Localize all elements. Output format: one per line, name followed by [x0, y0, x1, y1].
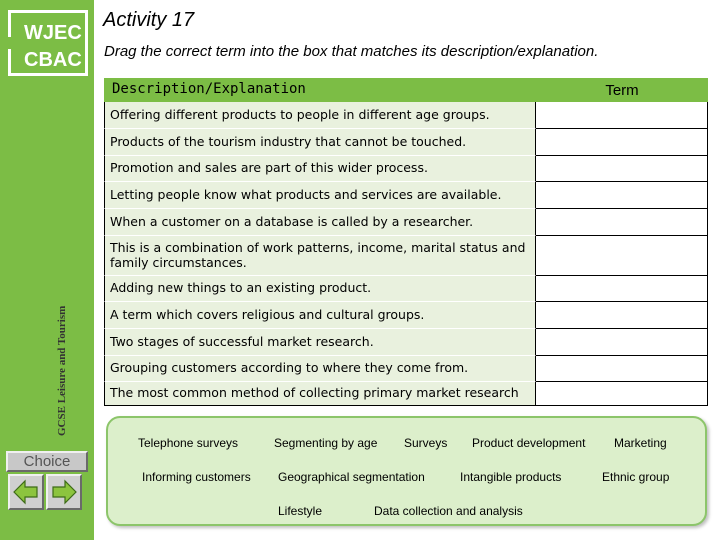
table-row — [104, 102, 708, 129]
term-drop-zone[interactable] — [536, 329, 708, 356]
description-cell: A term which covers religious and cultural groups. — [104, 302, 536, 329]
term-chip[interactable]: Segmenting by age — [274, 436, 378, 450]
matching-table — [104, 78, 708, 406]
term-chip[interactable]: Telephone surveys — [138, 436, 239, 450]
term-chip[interactable]: Data collection and analysis — [374, 504, 523, 518]
term-chip[interactable]: Marketing — [614, 436, 667, 450]
description-cell: This is a combination of work patterns, income, marital status and family circumstances. — [104, 236, 536, 276]
term-chip[interactable]: Informing customers — [142, 470, 251, 484]
term-chip[interactable]: Geographical segmentation — [278, 470, 425, 484]
description-cell: When a customer on a database is called by a researcher. — [104, 209, 536, 236]
table-row — [104, 356, 708, 382]
term-drop-zone[interactable] — [536, 276, 708, 302]
table-row — [104, 129, 708, 156]
table-row — [104, 382, 708, 406]
table-row — [104, 236, 708, 276]
column-header-term: Term — [536, 78, 708, 102]
logo-text-wjec: WJEC — [24, 22, 82, 44]
term-chip[interactable]: Ethnic group — [602, 470, 670, 484]
column-header-description: Description/Explanation — [104, 78, 536, 102]
table-row — [104, 156, 708, 182]
term-drop-zone[interactable] — [536, 102, 708, 129]
instruction-text: Drag the correct term into the box that matches its description/explanation. — [104, 43, 599, 60]
term-drop-zone[interactable] — [536, 156, 708, 182]
term-chip[interactable]: Lifestyle — [278, 504, 323, 518]
term-chip[interactable]: Intangible products — [460, 470, 562, 484]
left-arrow-icon — [12, 478, 40, 506]
previous-button[interactable] — [8, 474, 44, 510]
term-pool — [106, 416, 707, 526]
side-label: GCSE Leisure and Tourism — [56, 305, 68, 436]
term-drop-zone[interactable] — [536, 182, 708, 209]
description-cell: Grouping customers according to where they come from. — [104, 356, 536, 382]
term-chip[interactable]: Surveys — [404, 436, 448, 450]
logo-text-cbac: CBAC — [24, 49, 82, 71]
description-cell: Adding new things to an existing product. — [104, 276, 536, 302]
sidebar — [0, 0, 94, 540]
term-drop-zone[interactable] — [536, 382, 708, 406]
description-cell: Products of the tourism industry that cannot be touched. — [104, 129, 536, 156]
description-cell: Offering different products to people in different age groups. — [104, 102, 536, 129]
term-drop-zone[interactable] — [536, 209, 708, 236]
term-drop-zone[interactable] — [536, 302, 708, 329]
description-cell: The most common method of collecting primary market research — [104, 382, 536, 406]
term-drop-zone[interactable] — [536, 236, 708, 276]
wjec-cbac-logo — [8, 10, 88, 76]
table-row — [104, 276, 708, 302]
description-cell: Two stages of successful market research. — [104, 329, 536, 356]
page-title: Activity 17 — [103, 9, 195, 31]
term-chip[interactable]: Product development — [472, 436, 586, 450]
description-cell: Promotion and sales are part of this wider process. — [104, 156, 536, 182]
choice-button[interactable]: Choice — [6, 451, 88, 472]
table-row — [104, 329, 708, 356]
right-arrow-icon — [50, 478, 78, 506]
term-drop-zone[interactable] — [536, 356, 708, 382]
table-row — [104, 302, 708, 329]
table-row — [104, 209, 708, 236]
next-button[interactable] — [46, 474, 82, 510]
table-row — [104, 182, 708, 209]
description-cell: Letting people know what products and services are available. — [104, 182, 536, 209]
term-drop-zone[interactable] — [536, 129, 708, 156]
